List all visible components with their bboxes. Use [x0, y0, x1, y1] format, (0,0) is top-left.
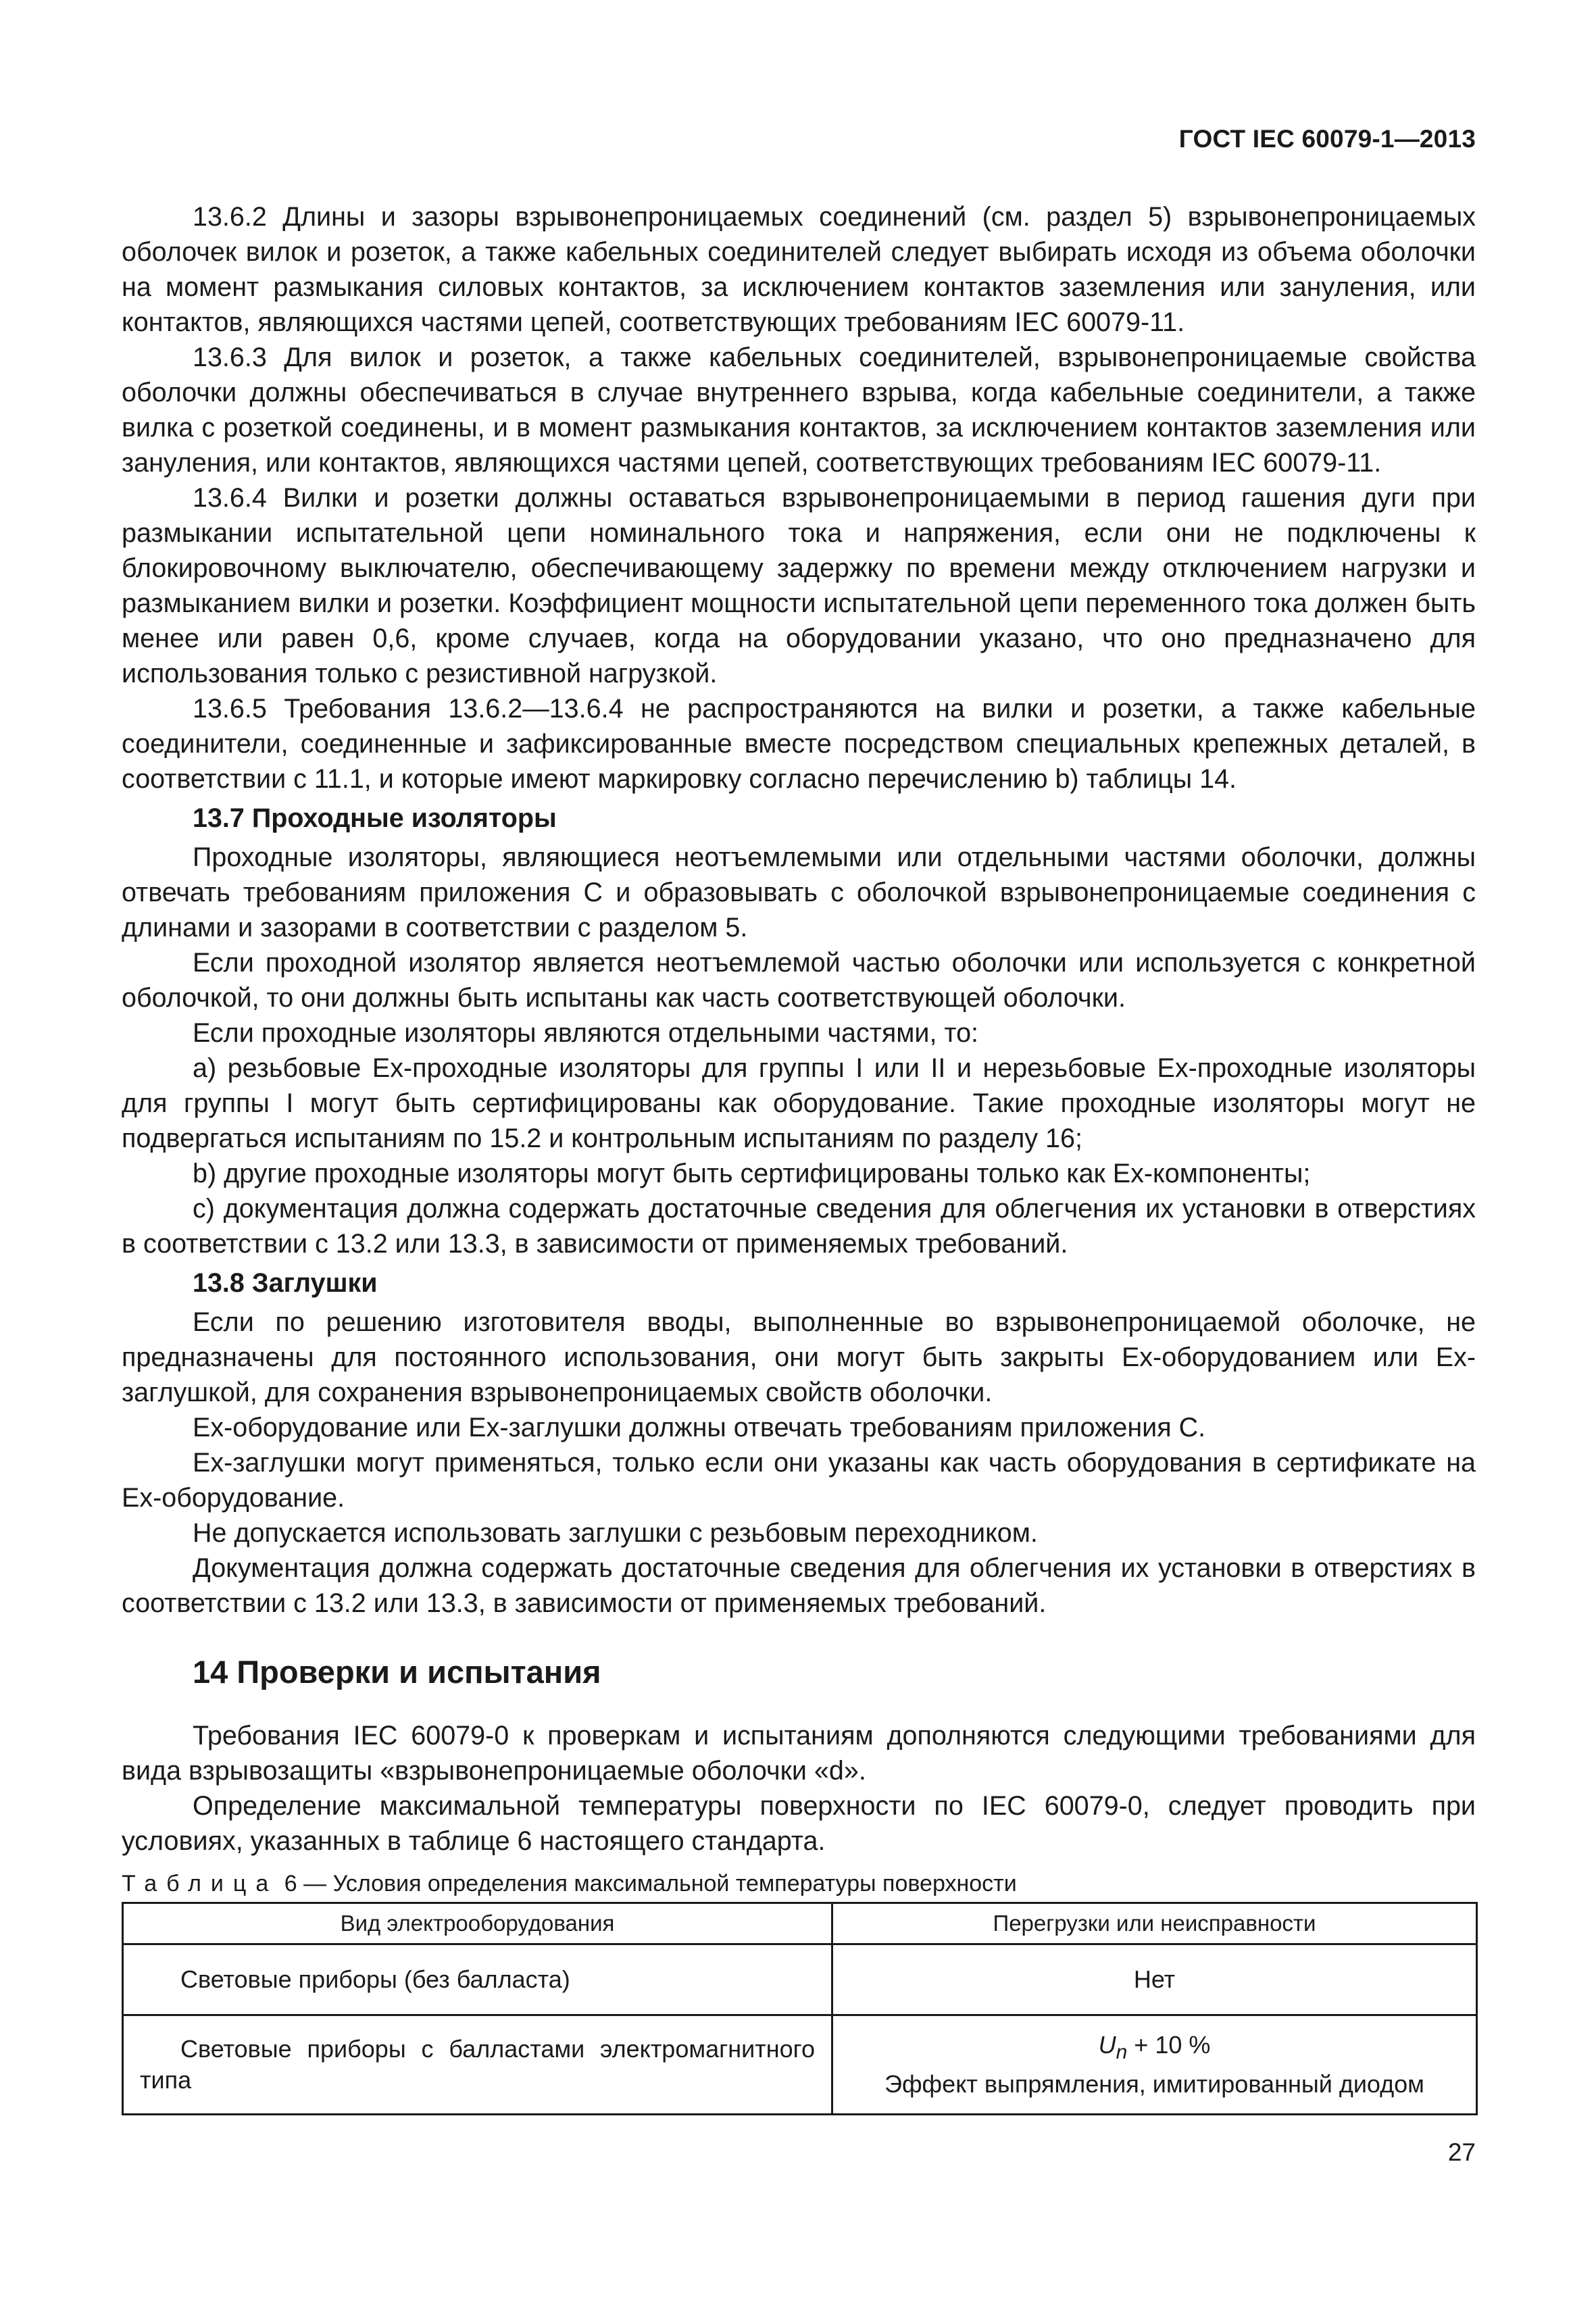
table-header-row [123, 1903, 1477, 1944]
column-header-equipment: Вид электрооборудования [123, 1903, 832, 1944]
table-caption-label: Таблица [122, 1871, 278, 1896]
voltage-value: + 10 % [1127, 2031, 1211, 2059]
paragraph-13-6-3: 13.6.3 Для вилок и розеток, а также кабельных соединителей, взрывонепроницаемые свойства оболочки должны обеспечиваться в случае внутреннего взрыва, когда кабельные соединители, а также вилка с розеткой соединены, и в момент размыкания контактов, за исключением контактов заземления или зануления, или контактов, являющихся частями цепей, соответствующих требованиям IEC 60079-11. [122, 343, 1476, 478]
table-caption-text: 6 — Условия определения максимальной температуры поверхности [284, 1871, 1017, 1896]
table-row [123, 2015, 1477, 2115]
page-content [122, 199, 1476, 2115]
section-heading-14: 14 Проверки и испытания [193, 1654, 601, 1690]
faults-voltage-line [847, 2030, 1462, 2068]
paragraph: Если по решению изготовителя вводы, выполненные во взрывонепроницаемой оболочке, не предназначены для постоянного использования, они могут быть закрыты Ex-оборудованием или Ex-заглушкой, для сохранения взрывонепроницаемых свойств оболочки. [122, 1307, 1476, 1407]
paragraph-13-6-2: 13.6.2 Длины и зазоры взрывонепроницаемых соединений (см. раздел 5) взрывонепроницаемых оболочек вилок и розеток, а также кабельных соединителей следует выбирать исходя из объема оболочки на момент размыкания силовых контактов, за исключением контактов заземления или зануления, или контактов, являющихся частями цепей, соответствующих требованиям IEC 60079-11. [122, 202, 1476, 337]
paragraph: Проходные изоляторы, являющиеся неотъемлемыми или отдельными частями оболочки, должны отвечать требованиям приложения С и образовывать с оболочкой взрывонепроницаемые соединения с длинами и зазорами в соответствии с разделом 5. [122, 842, 1476, 942]
paragraph: Ex-оборудование или Ex-заглушки должны отвечать требованиям приложения С. [193, 1413, 1206, 1442]
cell-equipment: Световые приборы (без балласта) [123, 1944, 832, 2015]
voltage-subscript: n [1116, 2041, 1128, 2064]
list-item: b) другие проходные изоляторы могут быть сертифицированы только как Ex-компоненты; [193, 1159, 1311, 1188]
page-number: 27 [1447, 2138, 1476, 2166]
paragraph: Определение максимальной температуры поверхности по IEC 60079-0, следует проводить при условиях, указанных в таблице 6 настоящего стандарта. [122, 1791, 1476, 1856]
cell-faults [832, 2015, 1477, 2115]
paragraph-13-6-5: 13.6.5 Требования 13.6.2—13.6.4 не распространяются на вилки и розетки, а также кабельные соединители, соединенные и зафиксированные вместе посредством специальных крепежных деталей, в соответствии с 11.1, и которые имеют маркировку согласно перечислению b) таблицы 14. [122, 694, 1476, 794]
paragraph: Документация должна содержать достаточные сведения для облегчения их установки в отверстиях в соответствии с 13.2 или 13.3, в зависимости от применяемых требований. [122, 1553, 1476, 1618]
paragraph: Требования IEC 60079-0 к проверкам и испытаниям дополняются следующими требованиями для вида взрывозащиты «взрывонепроницаемые оболочки «d». [122, 1721, 1476, 1786]
column-header-faults: Перегрузки или неисправности [832, 1903, 1477, 1944]
paragraph: Если проходные изоляторы являются отдельными частями, то: [193, 1018, 979, 1048]
voltage-symbol: U [1098, 2031, 1116, 2059]
table-row [123, 1944, 1477, 2015]
cell-faults: Нет [832, 1944, 1477, 2015]
table-caption [122, 1869, 1476, 1898]
list-item: а) резьбовые Ex-проходные изоляторы для группы I или II и нерезьбовые Ex-проходные изоляторы для группы I могут быть сертифицированы как оборудование. Такие проходные изоляторы могут не подвергаться испытаниям по 15.2 и контрольным испытаниям по разделу 16; [122, 1053, 1476, 1153]
list-item: с) документация должна содержать достаточные сведения для облегчения их установки в отверстиях в соответствии с 13.2 или 13.3, в зависимости от применяемых требований. [122, 1194, 1476, 1259]
paragraph: Ex-заглушки могут применяться, только если они указаны как часть оборудования в сертификате на Ex-оборудование. [122, 1448, 1476, 1513]
table-6 [122, 1902, 1478, 2115]
paragraph-13-6-4: 13.6.4 Вилки и розетки должны оставаться взрывонепроницаемыми в период гашения дуги при размыкании испытательной цепи номинального тока и напряжения, если они не подключены к блокировочному выключателю, обеспечивающему задержку по времени между отключением нагрузки и размыканием вилки и розетки. Коэффициент мощности испытательной цепи переменного тока должен быть менее или равен 0,6, кроме случаев, когда на оборудовании указано, что оно предназначено для использования только с резистивной нагрузкой. [122, 483, 1476, 688]
section-heading-13-8: 13.8 Заглушки [193, 1268, 378, 1298]
section-heading-13-7: 13.7 Проходные изоляторы [193, 803, 557, 833]
paragraph: Если проходной изолятор является неотъемлемой частью оболочки или используется с конкретной оболочкой, то они должны быть испытаны как часть соответствующей оболочки. [122, 948, 1476, 1013]
cell-equipment: Световые приборы с балластами электромагнитного типа [123, 2015, 832, 2115]
faults-rectification-line: Эффект выпрямления, имитированный диодом [884, 2069, 1424, 2098]
paragraph: Не допускается использовать заглушки с резьбовым переходником. [193, 1518, 1038, 1548]
document-header: ГОСТ IEC 60079-1—2013 [1178, 125, 1476, 153]
